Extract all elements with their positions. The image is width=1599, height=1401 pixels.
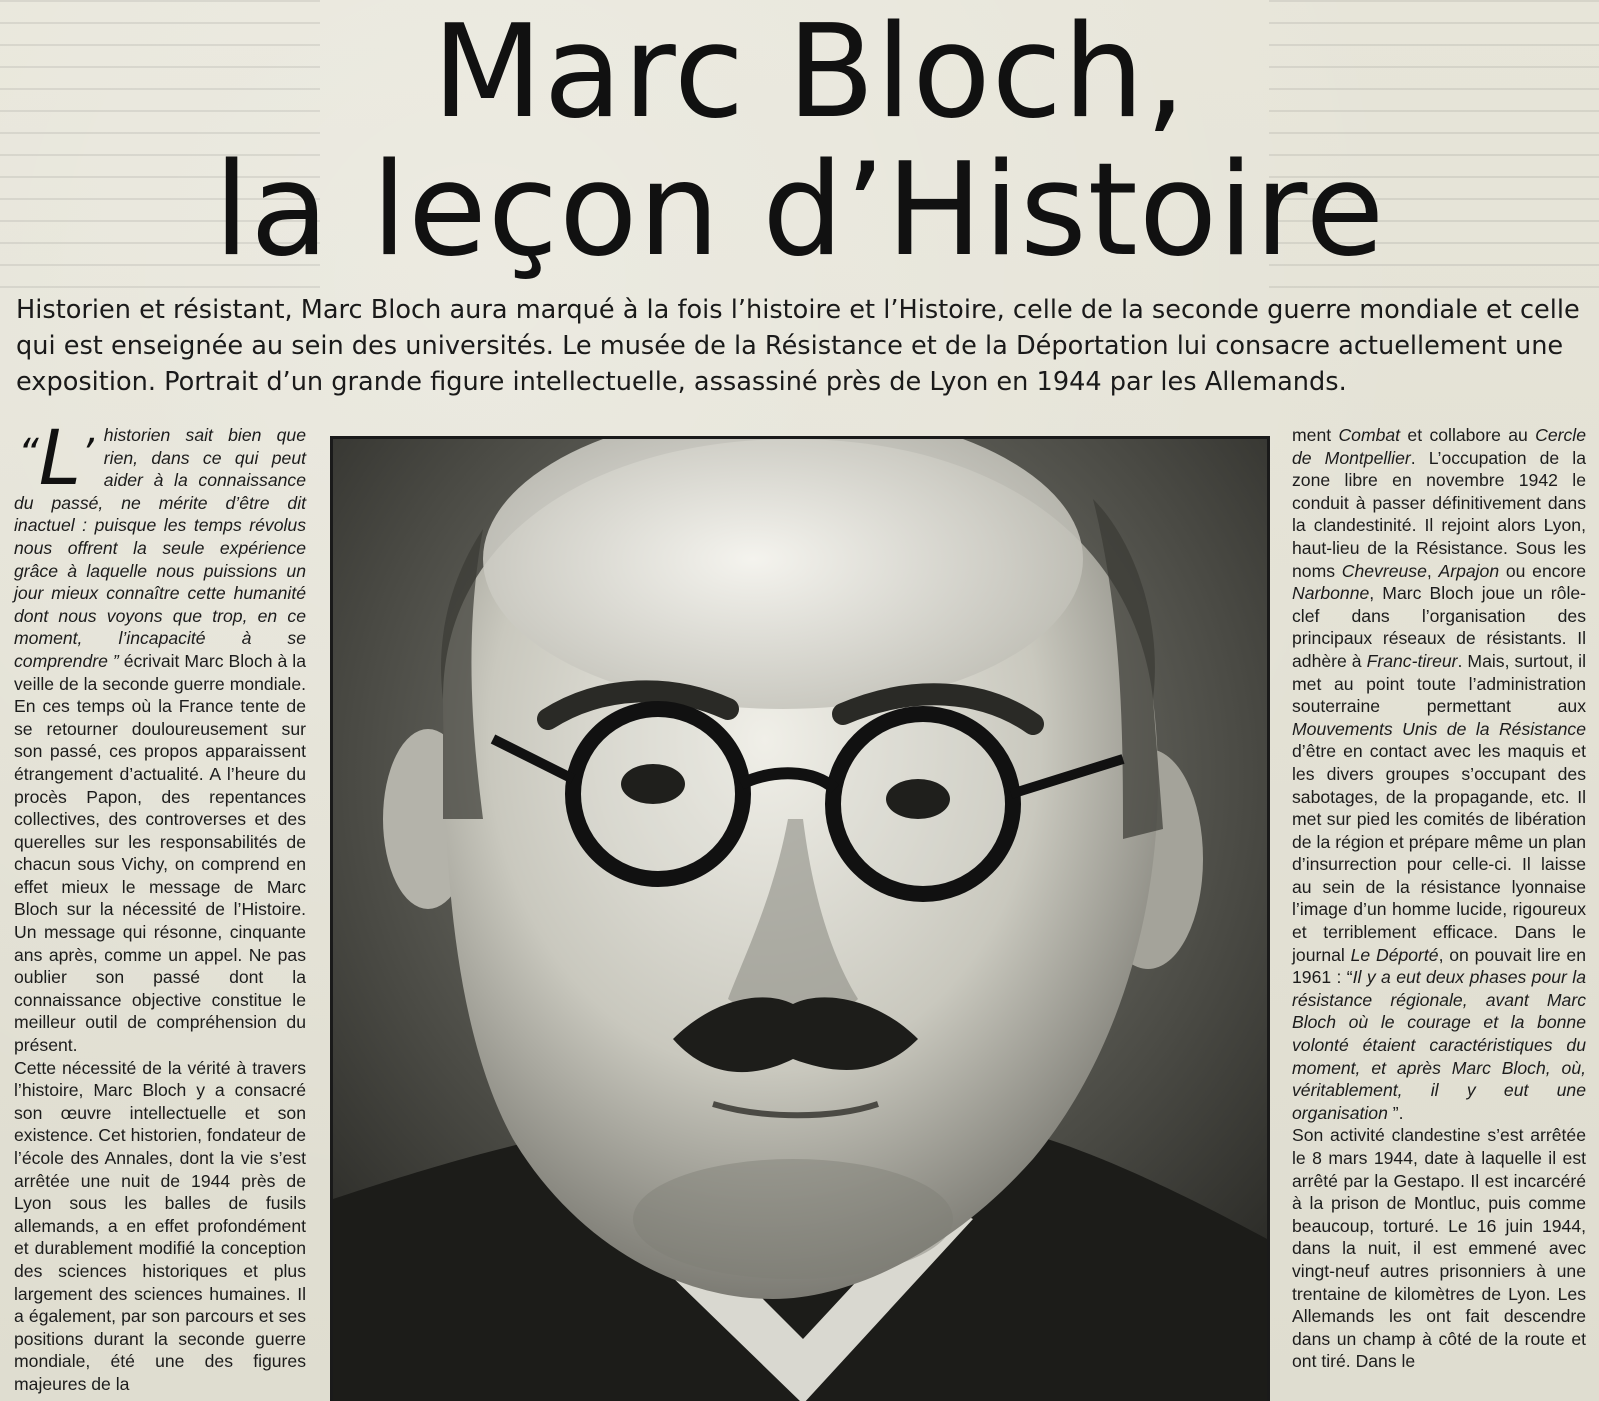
drop-cap-quote: “ — [18, 431, 39, 477]
right-text: . L’occupation de la zone libre en novembre 1942 le conduit à passer définitivement dans la clandestinité. Il rejoint alors Lyon, haut-lieu de la Résistance. Sous les noms — [1292, 447, 1587, 581]
left-paragraph-1 — [14, 413, 306, 1057]
right-column — [1292, 424, 1586, 1373]
drop-cap-apostrophe: ’ — [81, 431, 94, 477]
right-italic: Franc-tireur — [1366, 650, 1458, 671]
right-italic: Le Déporté — [1350, 944, 1439, 965]
right-text: et collabore au — [1400, 425, 1536, 445]
portrait-illustration — [333, 439, 1267, 1401]
right-paragraph-2: Son activité clandestine s’est arrêtée le 8 mars 1944, date à laquelle il est arrêté par la Gestapo. Il est incarcéré à la prison de Montluc, puis comme beaucoup, torturé. Le 16 juin 1944, dans la nuit, il est emmené avec vingt-neuf autres prisonniers à une trentaine de kilomètres de Lyon. Les Allemands les ont fait descendre dans un champ à côté de la route et ont tiré. Dans le — [1292, 1125, 1586, 1372]
right-text: . Mais, surtout, il met au point toute l’administration souterraine permettant aux — [1292, 650, 1586, 717]
right-text: ”. — [1387, 1102, 1404, 1123]
right-italic: Combat — [1338, 425, 1401, 445]
right-paragraph-1 — [1292, 424, 1586, 1124]
right-text: , Marc Bloch joue un rôle-clef dans l’organisation des principaux réseaux de résistants. Il adhère à — [1292, 583, 1586, 671]
right-text: ment — [1292, 425, 1339, 445]
headline-line-2: la leçon d’Histoire — [213, 136, 1386, 285]
right-italic: Narbonne — [1292, 583, 1370, 604]
right-italic: Chevreuse — [1341, 560, 1427, 581]
drop-cap-letter: L — [38, 413, 82, 502]
left-column — [14, 413, 306, 1396]
opening-quote: historien sait bien que rien, dans ce qui peut aider à la connaissance du passé, ne mérite d’être dit inactuel : puisque les temps révolus nous offrent la seule expérience grâce à laquelle nous puissions un jour mieux connaître cette humanité dont nous voyons que trop, en ce moment, l’incapacité à se comprendre ” — [14, 425, 306, 671]
right-italic: Arpajon — [1438, 560, 1500, 581]
drop-cap — [18, 413, 94, 502]
lede-paragraph: Historien et résistant, Marc Bloch aura marqué à la fois l’histoire et l’Histoire, celle de la seconde guerre mondiale et celle qui est enseignée au sein des universités. Le musée de la Résistance et de la Déportation lui consacre actuellement une exposition. Portrait d’un grande figure intellectuelle, assassiné près de Lyon en 1944 par les Allemands. — [16, 295, 1580, 397]
right-text: , — [1426, 560, 1439, 581]
right-italic: Mouvements Unis de la Résistance — [1292, 718, 1586, 739]
left-paragraph-2: Cette nécessité de la vérité à travers l’histoire, Marc Bloch y a consacré son œuvre intellectuelle et son existence. Cet historien, fondateur de l’école des Annales, dont la vie s’est arrêtée une nuit de 1944 près de Lyon sous les balles de fusils allemands, a en effet profondément et durablement modifié la conception des sciences historiques et plus largement des sciences humaines. Il a également, par son parcours et ses positions durant la seconde guerre mondiale, été une des figures majeures de la — [14, 1057, 306, 1394]
right-italic: Cercle de Montpellier — [1292, 425, 1586, 468]
portrait-photo — [330, 436, 1270, 1401]
right-text: ou encore — [1499, 560, 1586, 581]
right-text: d’être en contact avec les maquis et les divers groupes s’occupant des sabotages, de la propagande, etc. Il met sur pied les comités de libération de la région et prépare même un plan d’insurrection pour celle-ci. Il laisse au sein de la résistance lyonnaise l’image d’un homme lucide, rigoureux et terriblement efficace. Dans le journal — [1292, 741, 1586, 965]
right-italic: Il y a eut deux phases pour la résistance régionale, avant Marc Bloch où le courage et la bonne volonté étaient caractéristiques du moment, et après Marc Bloch, où, véritablement, il y eut une organisation — [1292, 967, 1586, 1123]
headline-line-1: Marc Bloch, — [432, 0, 1187, 147]
left-paragraph-1-rest: écrivait Marc Bloch à la veille de la seconde guerre mondiale. En ces temps où la France tente de se retourner douloureusement sur son passé, ces propos apparaissent étrangement d’actualité. A l’heure du procès Papon, des repentances collectives, des controverses et des querelles sur les responsabilités de chacun sous Vichy, on comprend en effet mieux le message de Marc Bloch sur la nécessité de l’Histoire. Un message qui résonne, cinquante ans après, comme un appel. Ne pas oublier son passé dont la connaissance objective constitue le meilleur outil de compréhension du présent. — [14, 650, 306, 1056]
right-text: , on pouvait lire en 1961 : “ — [1292, 944, 1586, 988]
